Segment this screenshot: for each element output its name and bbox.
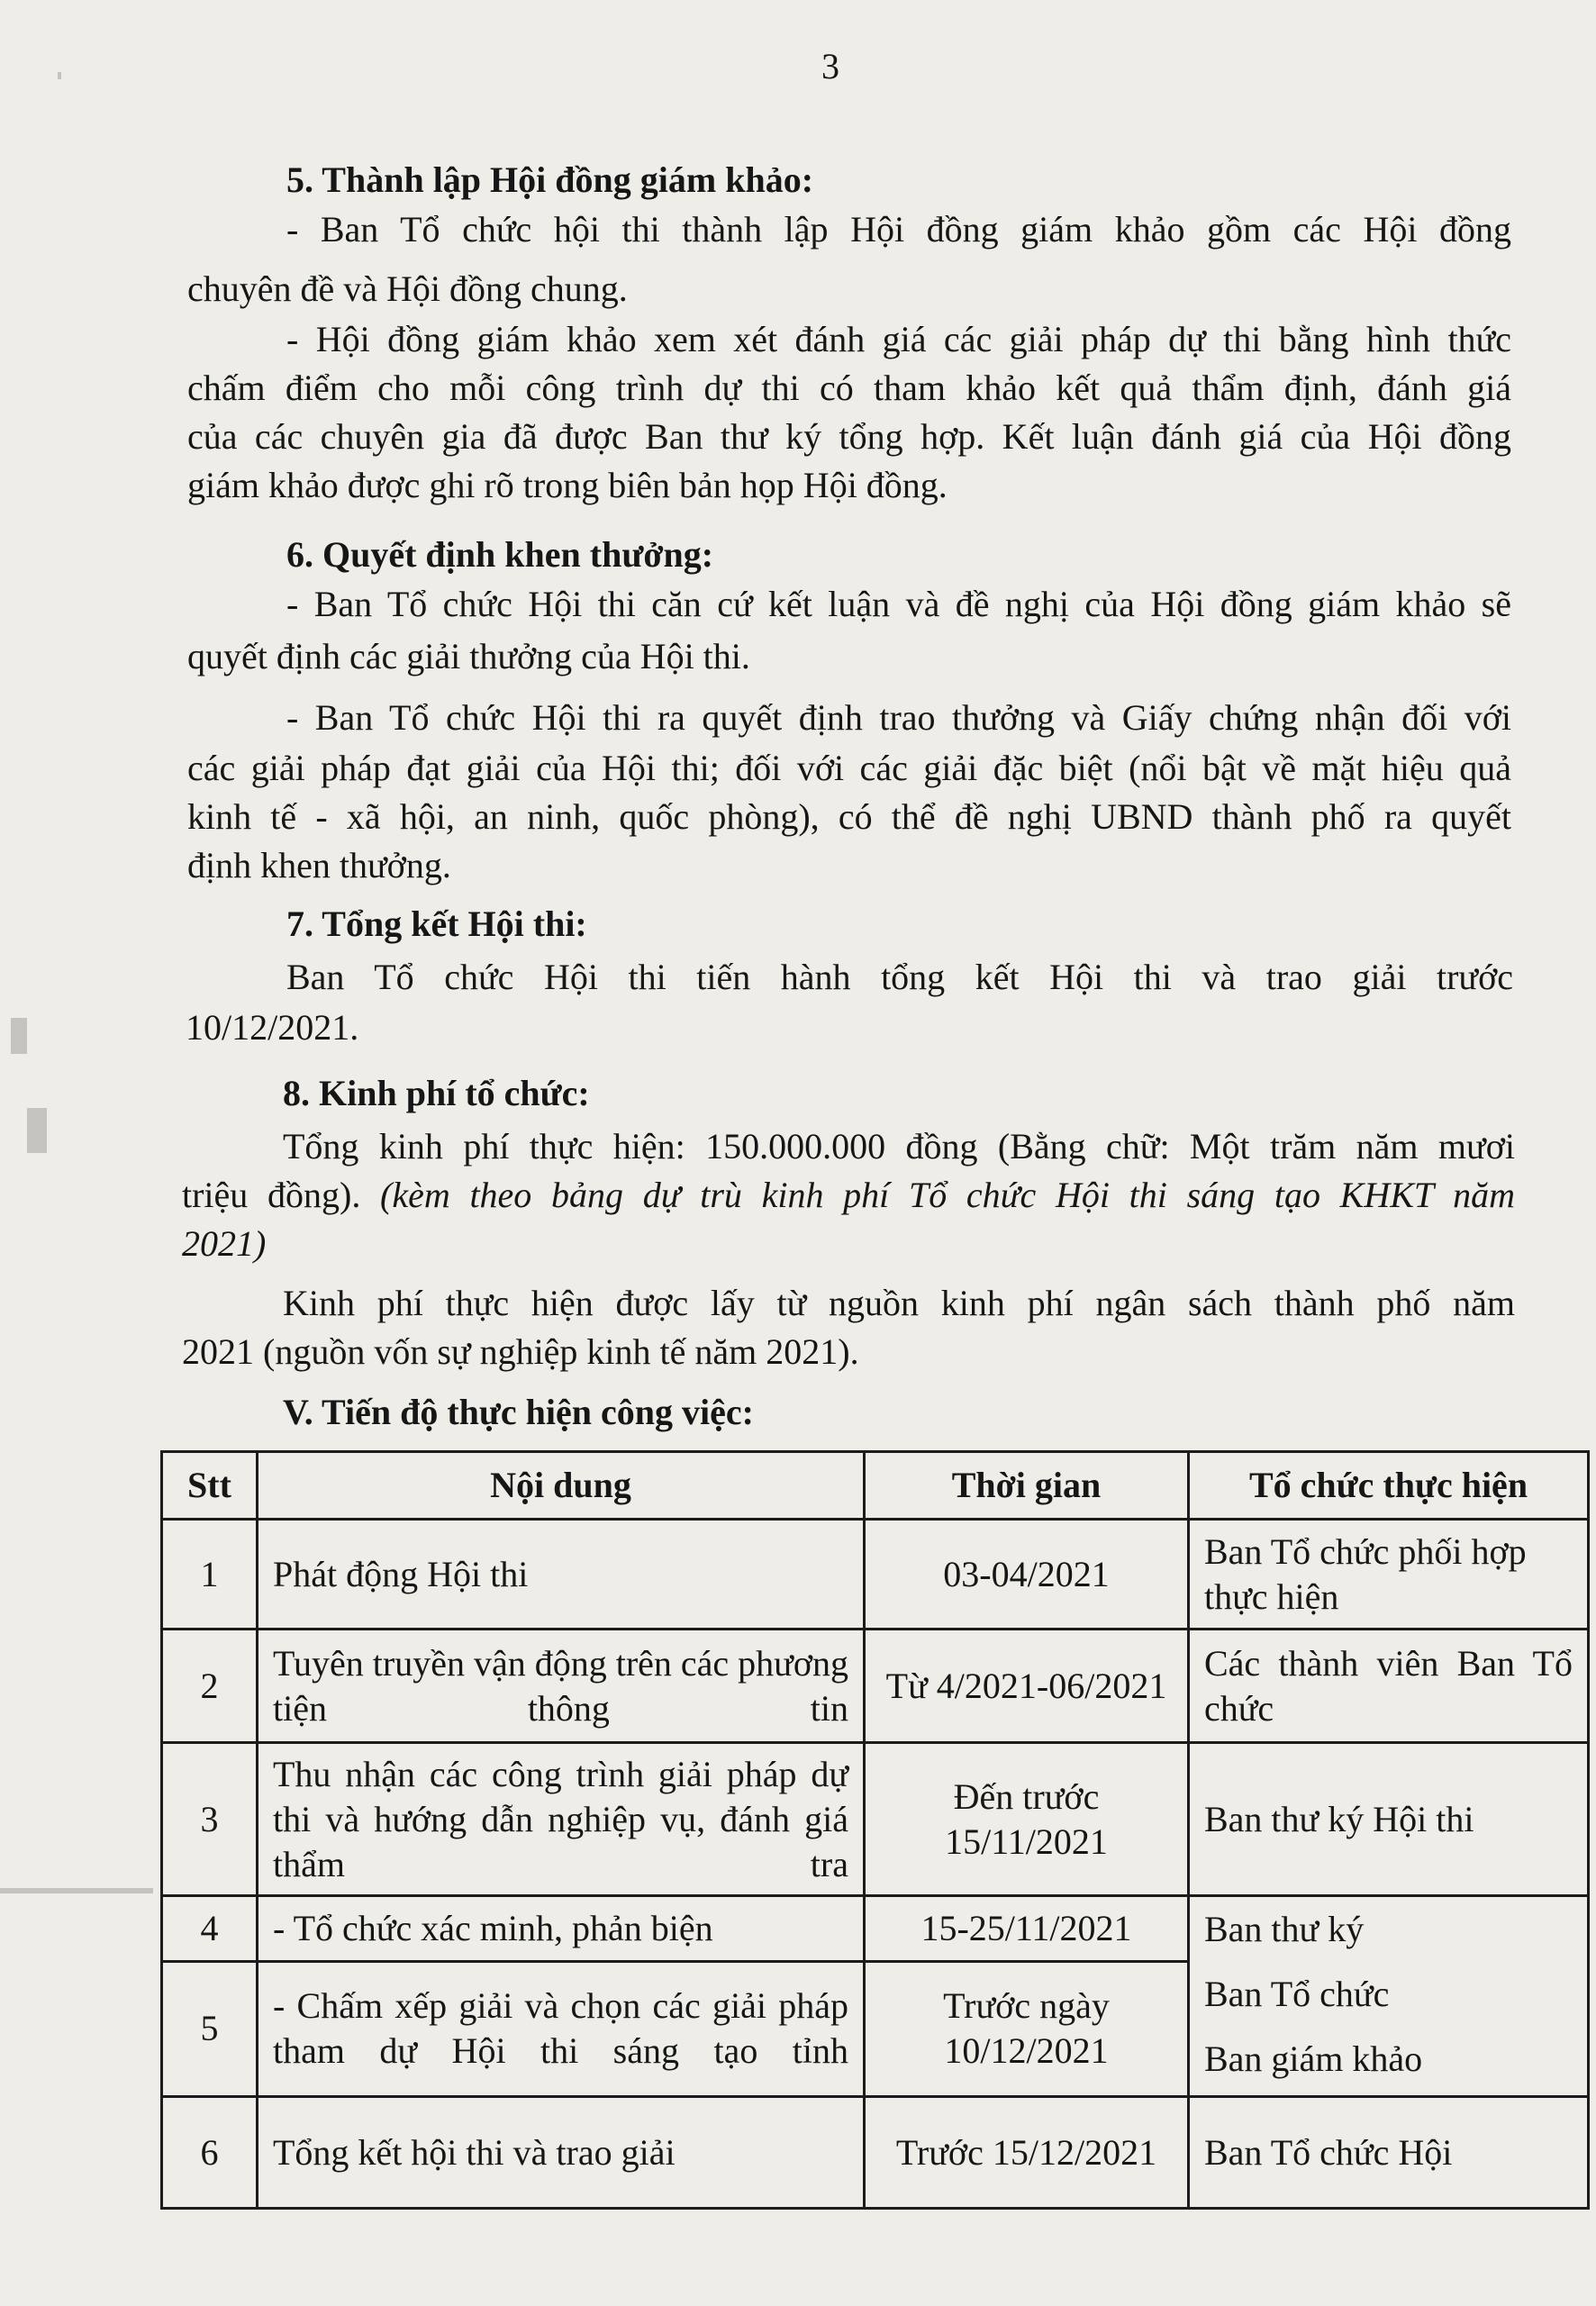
s8-para1-line2-regular: triệu đồng). <box>182 1175 381 1215</box>
s5-para2-line4: giám khảo được ghi rõ trong biên bản họp Hội đồng. <box>187 465 948 505</box>
s5-para2-line1: - Hội đồng giám khảo xem xét đánh giá các giải pháp dự thi bằng hình thức <box>286 319 1511 359</box>
row-content: Tổng kết hội thi và trao giải <box>258 2097 865 2209</box>
header-stt: Stt <box>162 1452 258 1520</box>
s8-para2-line1: Kinh phí thực hiện được lấy từ nguồn kinh phí ngân sách thành phố năm <box>283 1283 1515 1323</box>
row-stt: 3 <box>162 1743 258 1896</box>
row-org: Ban Tổ chức phối hợp thực hiện <box>1189 1520 1589 1630</box>
s7-para1-line2: 10/12/2021. <box>186 1007 359 1048</box>
table-row <box>162 2097 1589 2209</box>
s8-para1-line1: Tổng kinh phí thực hiện: 150.000.000 đồng (Bằng chữ: Một trăm năm mươi <box>283 1126 1515 1167</box>
s5-para1-line1: - Ban Tổ chức hội thi thành lập Hội đồng giám khảo gồm các Hội đồng <box>286 209 1511 250</box>
s8-para2-line2: 2021 (nguồn vốn sự nghiệp kinh tế năm 2021). <box>182 1331 859 1372</box>
s5-para1-line2: chuyên đề và Hội đồng chung. <box>187 268 628 309</box>
s8-para1-line2 <box>182 1171 1515 1219</box>
s5-para2-line3: của các chuyên gia đã được Ban thư ký tổng hợp. Kết luận đánh giá của Hội đồng <box>187 416 1511 457</box>
org-line-2: Ban Tổ chức <box>1204 1974 1390 2014</box>
row-content: Thu nhận các công trình giải pháp dự thi và hướng dẫn nghiệp vụ, đánh giá thẩm tra <box>258 1743 865 1896</box>
row-stt: 6 <box>162 2097 258 2209</box>
s6-para1-line1: - Ban Tổ chức Hội thi căn cứ kết luận và đề nghị của Hội đồng giám khảo sẽ <box>286 584 1511 624</box>
scan-speck <box>58 72 61 79</box>
schedule-table <box>160 1450 1590 2210</box>
row-stt: 5 <box>162 1961 258 2096</box>
s8-para1-line3: 2021) <box>182 1223 267 1264</box>
s7-para1-line1: Ban Tổ chức Hội thi tiến hành tổng kết Hội thi và trao giải trước <box>286 957 1513 997</box>
s6-para2-line4: định khen thưởng. <box>187 845 451 885</box>
s5-para2-line2: chấm điểm cho mỗi công trình dự thi có tham khảo kết quả thẩm định, đánh giá <box>187 368 1511 408</box>
table-row <box>162 1743 1589 1896</box>
header-time: Thời gian <box>865 1452 1189 1520</box>
row-stt: 2 <box>162 1630 258 1743</box>
section-7-heading: 7. Tổng kết Hội thi: <box>286 903 587 944</box>
s6-para2-line3: kinh tế - xã hội, an ninh, quốc phòng), có thể đề nghị UBND thành phố ra quyết <box>187 796 1511 837</box>
row-time: 15-25/11/2021 <box>865 1896 1189 1962</box>
row-time: 03-04/2021 <box>865 1520 1189 1630</box>
row-time: Trước 15/12/2021 <box>865 2097 1189 2209</box>
s8-para1-line2-italic: (kèm theo bảng dự trù kinh phí Tổ chức Hội thi sáng tạo KHKT năm <box>380 1175 1515 1215</box>
section-8-heading: 8. Kinh phí tổ chức: <box>283 1073 590 1113</box>
row-content: - Tổ chức xác minh, phản biện <box>258 1896 865 1962</box>
table-row <box>162 1520 1589 1630</box>
row-org: Ban thư ký Hội thi <box>1189 1743 1589 1896</box>
table-header-row <box>162 1452 1589 1520</box>
org-line-1: Ban thư ký <box>1204 1909 1365 1949</box>
row-stt: 4 <box>162 1896 258 1962</box>
row-time: Trước ngày 10/12/2021 <box>865 1961 1189 2096</box>
row-org: Các thành viên Ban Tổ chức <box>1189 1630 1589 1743</box>
s6-para1-line2: quyết định các giải thưởng của Hội thi. <box>187 636 750 676</box>
s6-para2-line2: các giải pháp đạt giải của Hội thi; đối với các giải đặc biệt (nổi bật về mặt hiệu quả <box>187 748 1511 788</box>
table-row <box>162 1630 1589 1743</box>
scan-speck <box>0 1888 153 1893</box>
scan-speck <box>11 1018 27 1054</box>
section-v-heading: V. Tiến độ thực hiện công việc: <box>283 1392 754 1432</box>
row-org-merged <box>1189 1896 1589 2097</box>
header-org: Tổ chức thực hiện <box>1189 1452 1589 1520</box>
table-row <box>162 1896 1589 1962</box>
page-number: 3 <box>821 46 839 86</box>
row-time: Từ 4/2021-06/2021 <box>865 1630 1189 1743</box>
s6-para2-line1: - Ban Tổ chức Hội thi ra quyết định trao thưởng và Giấy chứng nhận đối với <box>286 697 1511 738</box>
header-content: Nội dung <box>258 1452 865 1520</box>
row-org: Ban Tổ chức Hội <box>1189 2097 1589 2209</box>
section-6-heading: 6. Quyết định khen thưởng: <box>286 534 714 575</box>
row-time: Đến trước 15/11/2021 <box>865 1743 1189 1896</box>
row-stt: 1 <box>162 1520 258 1630</box>
row-content: - Chấm xếp giải và chọn các giải pháp tham dự Hội thi sáng tạo tỉnh <box>258 1961 865 2096</box>
org-line-3: Ban giám khảo <box>1204 2038 1423 2079</box>
scan-speck <box>27 1108 47 1153</box>
row-content: Phát động Hội thi <box>258 1520 865 1630</box>
section-5-heading: 5. Thành lập Hội đồng giám khảo: <box>286 159 814 200</box>
row-content: Tuyên truyền vận động trên các phương tiện thông tin <box>258 1630 865 1743</box>
